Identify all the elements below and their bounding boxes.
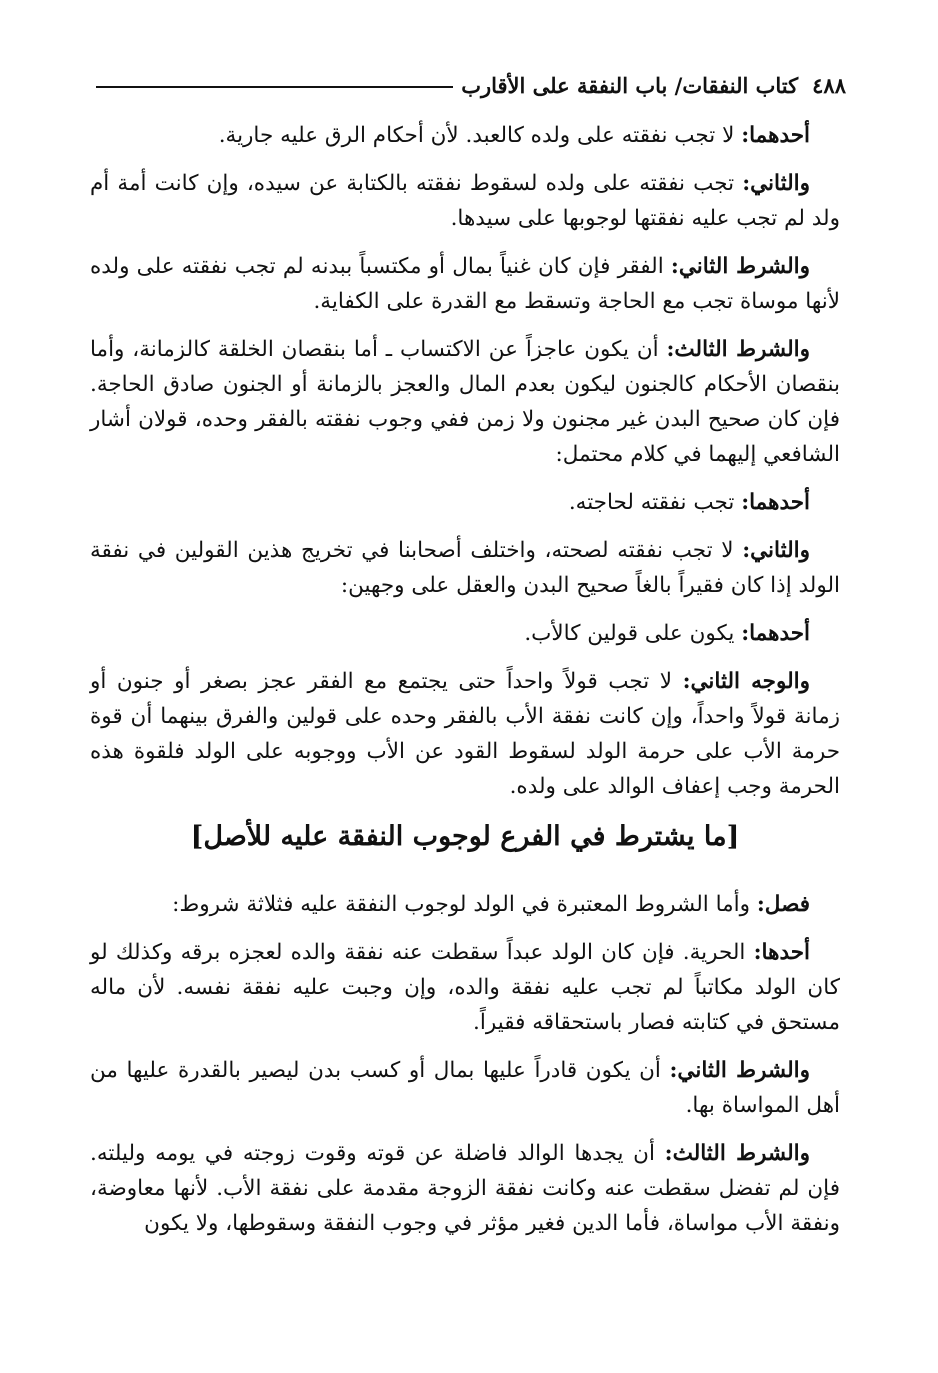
paragraph-text: أن يكون عاجزاً عن الاكتساب ـ أما بنقصان الخلقة كالزمانة، وأما بنقصان الأحكام كالجنون ليكون بعدم المال والعجز بالزمانة أو الجنون صادق الحاجة. فإن كان صحيح البدن غير مجنون ولا زمن ففي وجوب نفقته بالفقر وحده، قولان أشار الشافعي إليهما في كلام محتمل: [90, 337, 840, 467]
paragraph-lead: والثاني: [742, 538, 810, 563]
paragraph-text: لا تجب نفقته لصحته، واختلف أصحابنا في تخريج هذين القولين في نفقة الولد إذا كان فقيراً بالغاً صحيح البدن والعقل على وجهين: [90, 538, 840, 598]
paragraph-lead: والشرط الثالث: [664, 1141, 810, 1166]
paragraph-text: لا تجب قولاً واحداً حتى يجتمع مع الفقر عجز بصغر أو جنون أو زمانة قولاً واحداً، وإن كانت نفقة الأب بالفقر وحده على قولين والفرق بينهما أن قوة حرمة الأب على حرمة الولد لسقوط القود عن الأب ووجوبه على الولد فلقوة هذه الحرمة وجب إعفاف الوالد على ولده. [90, 669, 840, 799]
paragraph-lead: والشرط الثاني: [670, 254, 810, 279]
top-paragraphs [90, 118, 840, 804]
paragraph-lead: فصل: [756, 892, 810, 917]
bottom-paragraphs [90, 887, 840, 1241]
paragraph-text: وأما الشروط المعتبرة في الولد لوجوب النفقة عليه فثلاثة شروط: [172, 892, 757, 917]
paragraph [90, 332, 840, 472]
page-body [90, 118, 840, 1254]
header-rule [96, 86, 453, 88]
paragraph [90, 616, 840, 651]
paragraph-lead: أحدهما: [741, 490, 810, 515]
page-number: ٤٨٨ [812, 72, 846, 98]
running-title: كتاب النفقات/ باب النفقة على الأقارب [461, 72, 799, 98]
paragraph-lead: أحدها: [753, 940, 810, 965]
paragraph [90, 1053, 840, 1123]
paragraph [90, 887, 840, 922]
paragraph [90, 249, 840, 319]
paragraph [90, 118, 840, 153]
running-header [88, 68, 846, 102]
paragraph [90, 485, 840, 520]
paragraph-text: تجب نفقته على ولده لسقوط نفقته بالكتابة عن سيده، وإن كانت أمة أم ولد لم تجب عليه نفقتها لوجوبها على سيدها. [90, 171, 840, 231]
paragraph [90, 533, 840, 603]
paragraph [90, 935, 840, 1040]
paragraph [90, 166, 840, 236]
paragraph-lead: أحدهما: [741, 123, 810, 148]
section-heading: [ما يشترط في الفرع لوجوب النفقة عليه للأصل] [190, 821, 740, 852]
paragraph-text: الفقر فإن كان غنياً بمال أو مكتسباً ببدنه لم تجب نفقته على ولده لأنها موساة تجب مع الحاجة وتسقط مع القدرة على الكفاية. [90, 254, 840, 314]
paragraph-text: تجب نفقته لحاجته. [568, 490, 742, 515]
paragraph-lead: والثاني: [742, 171, 810, 196]
paragraph [90, 1136, 840, 1241]
paragraph-text: أن يكون قادراً عليها بمال أو كسب بدن ليصير بالقدرة عليها من أهل المواساة بها. [90, 1058, 840, 1118]
paragraph-text: الحرية. فإن كان الولد عبداً سقطت عنه نفقة والده لعجزه برقه وكذلك لو كان الولد مكاتباً لم تجب عليه نفقة والده، وإن وجبت عليه نفقة نفسه. لأن ماله مستحق في كتابته فصار باستحقاقه فقيراً. [90, 940, 840, 1035]
paragraph-lead: والشرط الثاني: [669, 1058, 810, 1083]
paragraph-lead: أحدهما: [741, 621, 810, 646]
paragraph-text: يكون على قولين كالأب. [524, 621, 742, 646]
paragraph-text: لا تجب نفقته على ولده كالعبد. لأن أحكام الرق عليه جارية. [218, 123, 742, 148]
paragraph-text: أن يجدها الوالد فاضلة عن قوته وقوت زوجته في يومه وليلته. فإن لم تفضل سقطت عنه وكانت نفقة الزوجة مقدمة على نفقة الأب. لأنها معاوضة، ونفقة الأب مواساة، فأما الدين فغير مؤثر في وجوب النفقة وسقوطها، ولا يكون [90, 1141, 840, 1236]
paragraph [90, 664, 840, 804]
paragraph-lead: والشرط الثالث: [666, 337, 811, 362]
paragraph-lead: والوجه الثاني: [682, 669, 810, 694]
